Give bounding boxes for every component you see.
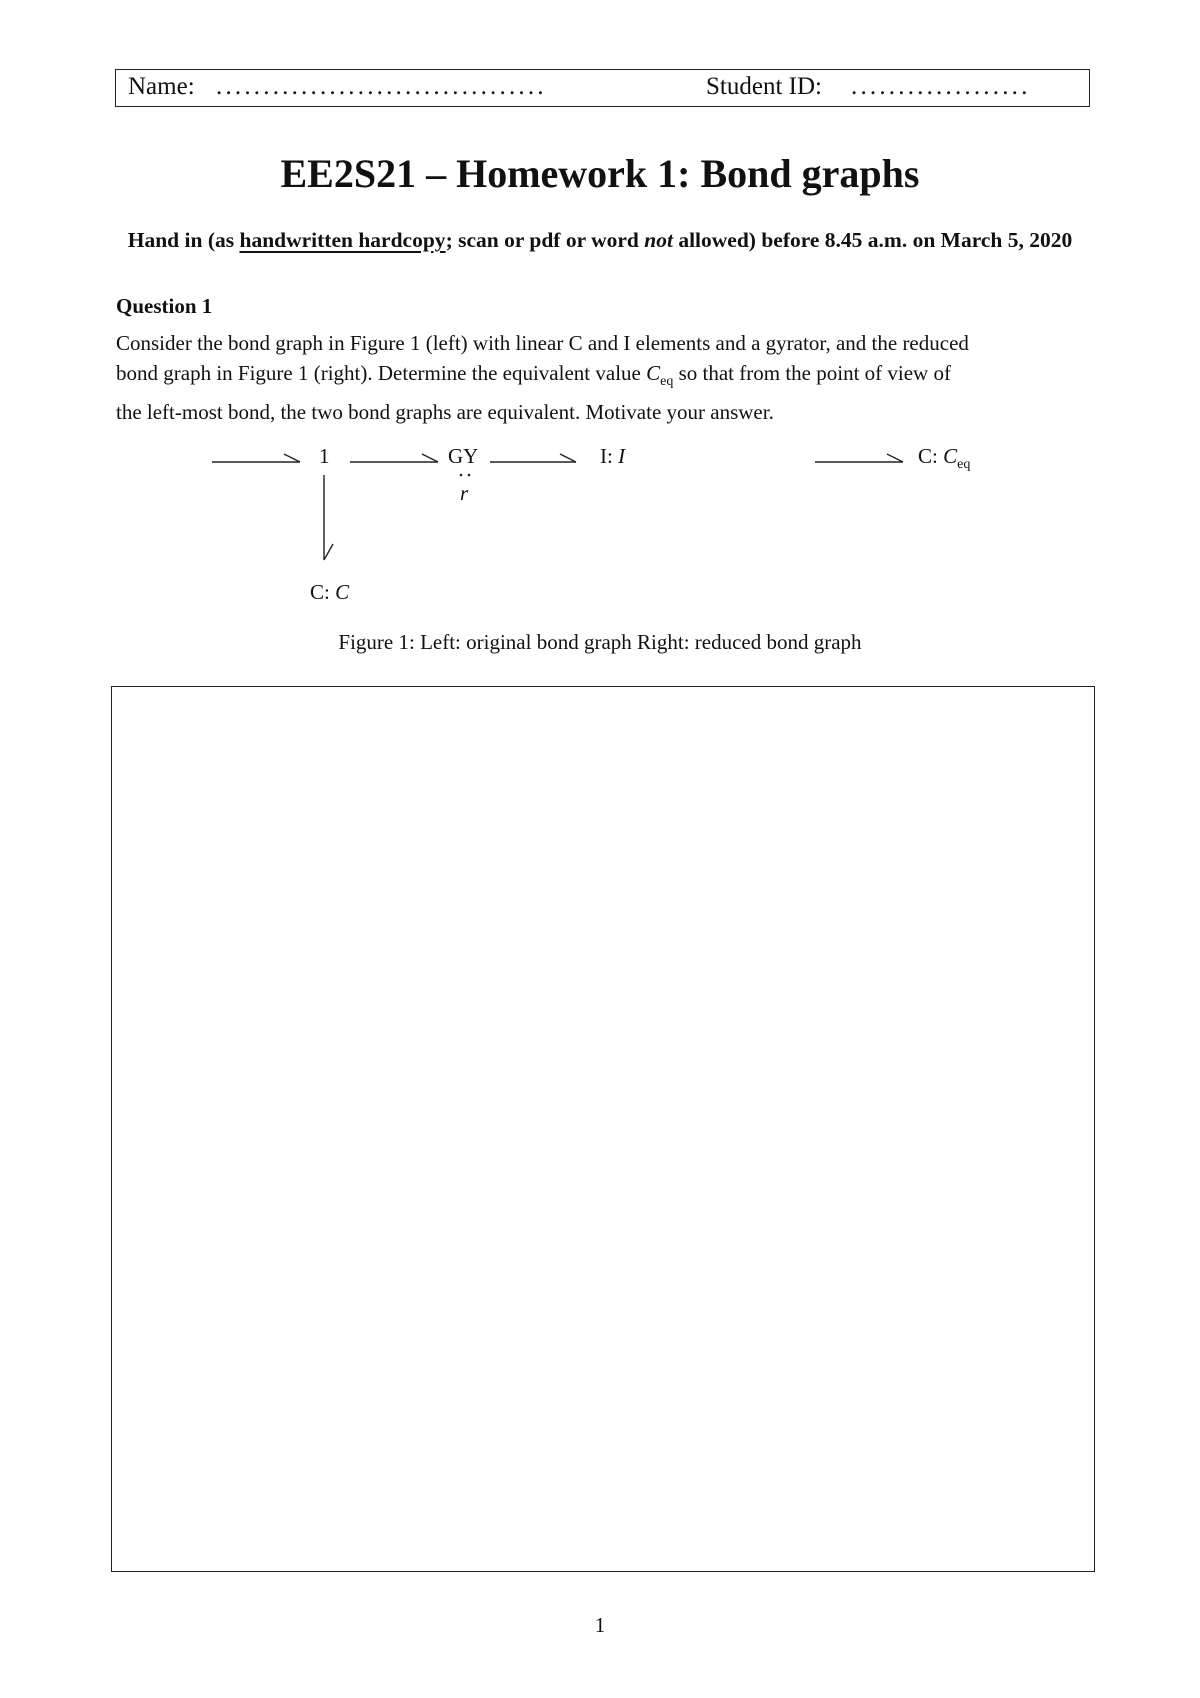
figure-caption: Figure 1: Left: original bond graph Right: reduced bond graph	[338, 630, 862, 654]
hand-in-prefix: Hand in (as	[127, 228, 240, 252]
gy-colon-dot-2	[468, 474, 471, 477]
question-heading: Question 1	[116, 294, 213, 318]
answer-box[interactable]	[111, 686, 1095, 1572]
gyrator-param-symbol: r	[460, 481, 469, 505]
bond-graph-figure	[0, 0, 1200, 700]
ceq-prefix: C:	[918, 444, 944, 468]
capacitor-element	[310, 580, 349, 605]
hand-in-suffix: allowed) before 8.45 a.m. on March 5, 2020	[672, 228, 1073, 252]
ceq-element-subscript: eq	[957, 457, 971, 472]
question-line-3: the left-most bond, the two bond graphs are equivalent. Motivate your answer.	[116, 400, 774, 424]
hand-in-underlined: handwritten hardcopy	[239, 228, 446, 252]
gy-colon-dot-1	[460, 474, 463, 477]
capacitor-prefix: C:	[310, 580, 336, 604]
ceq-subscript: eq	[660, 374, 674, 389]
name-field[interactable]: ...................................	[216, 73, 547, 100]
gyrator-node: GY	[448, 444, 479, 468]
half-arrow-input	[284, 454, 300, 462]
student-id-label: Student ID:	[706, 73, 822, 100]
page-title: EE2S21 – Homework 1: Bond graphs	[280, 151, 920, 196]
half-arrow-gy-i	[560, 454, 576, 462]
inertia-symbol: I	[618, 444, 626, 468]
name-label: Name:	[128, 73, 195, 100]
question-line-2b: so that from the point of view of	[673, 361, 951, 385]
ceq-element	[918, 444, 970, 473]
half-arrow-1-c	[324, 544, 333, 560]
hand-in-italic: not	[644, 228, 673, 252]
question-line-1: Consider the bond graph in Figure 1 (left) with linear C and I elements and a gyrator, and the reduced	[116, 331, 969, 355]
student-id-field[interactable]: ...................	[851, 73, 1031, 100]
half-arrow-reduced	[887, 454, 903, 462]
hand-in-middle: ; scan or pdf or word	[445, 228, 645, 252]
ceq-element-symbol: C	[943, 444, 958, 468]
junction-1: 1	[319, 444, 330, 468]
question-line-2a: bond graph in Figure 1 (right). Determine the equivalent value	[116, 361, 647, 385]
page-number: 1	[594, 1613, 606, 1637]
inertia-prefix: I:	[600, 444, 619, 468]
half-arrow-1-gy	[422, 454, 438, 462]
gyrator-param	[460, 481, 468, 506]
capacitor-symbol: C	[335, 580, 350, 604]
inertia-element	[600, 444, 625, 469]
ceq-symbol: C	[646, 361, 661, 385]
